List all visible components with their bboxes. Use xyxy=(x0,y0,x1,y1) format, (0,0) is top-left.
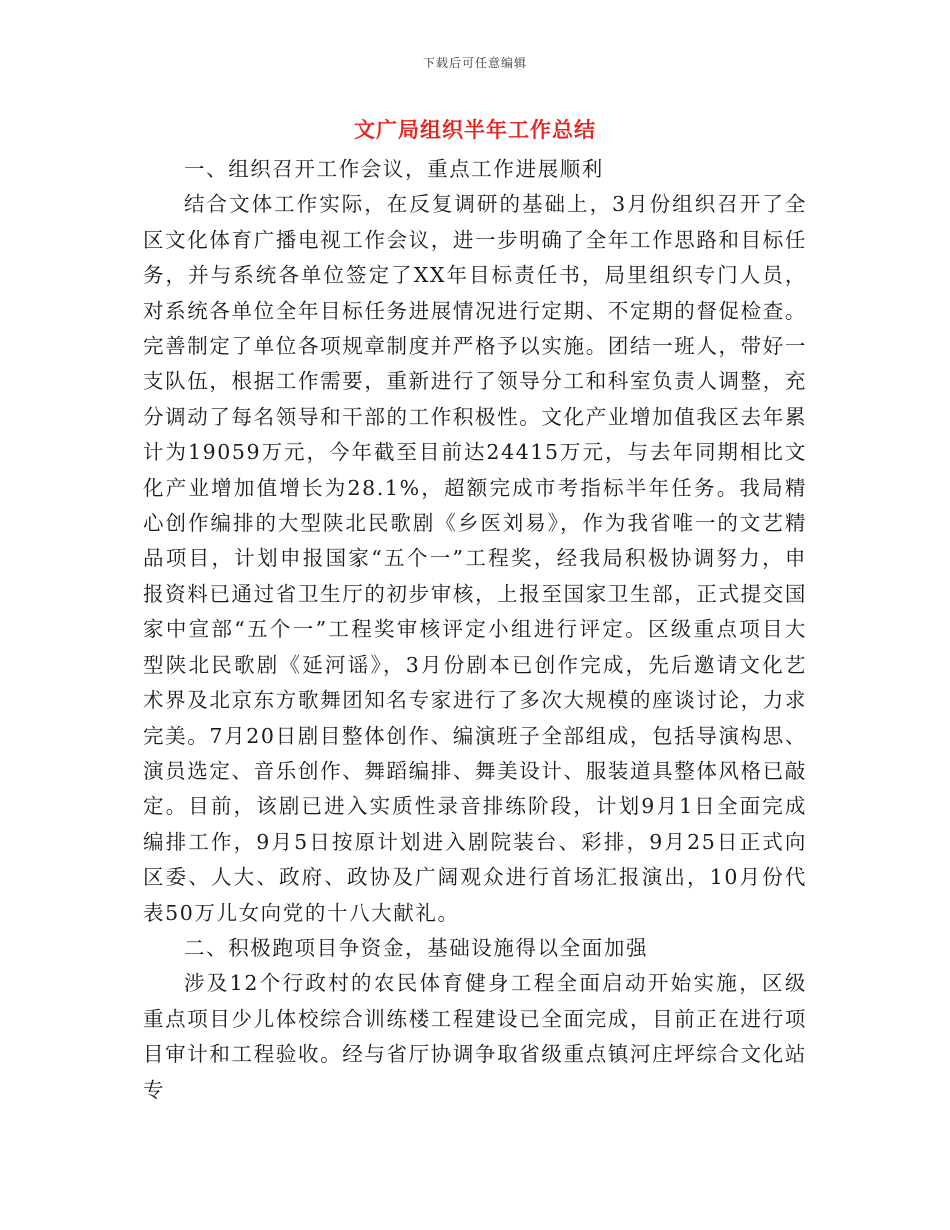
body-paragraph-1: 结合文体工作实际，在反复调研的基础上，3月份组织召开了全区文化体育广播电视工作会议，进一步明确了全年工作思路和目标任务，并与系统各单位签定了XX年目标责任书，局里组织专门人员，对系统各单位全年目标任务进展情况进行定期、不定期的督促检查。完善制定了单位各项规章制度并严格予以实施。团结一班人，带好一支队伍，根据工作需要，重新进行了领导分工和科室负责人调整，充分调动了每名领导和干部的工作积极性。文化产业增加值我区去年累计为19059万元，今年截至目前达24415万元，与去年同期相比文化产业增加值增长为28.1%，超额完成市考指标半年任务。我局精心创作编排的大型陕北民歌剧《乡医刘易》，作为我省唯一的文艺精品项目，计划申报国家“五个一”工程奖，经我局积极协调努力，申报资料已通过省卫生厅的初步审核，上报至国家卫生部，正式提交国家中宣部“五个一”工程奖审核评定小组进行评定。区级重点项目大型陕北民歌剧《延河谣》，3月份剧本已创作完成，先后邀请文化艺术界及北京东方歌舞团知名专家进行了多次大规模的座谈讨论，力求完美。7月20日剧目整体创作、编演班子全部组成，包括导演构思、演员选定、音乐创作、舞蹈编排、舞美设计、服装道具整体风格已敲定。目前，该剧已进入实质性录音排练阶段，计划9月1日全面完成编排工作，9月5日按原计划进入剧院装台、彩排，9月25日正式向区委、人大、政府、政协及广阔观众进行首场汇报演出，10月份代表50万儿女向党的十八大献礼。 xyxy=(143,192,807,925)
body-paragraph-2: 涉及12个行政村的农民体育健身工程全面启动开始实施，区级重点项目少儿体校综合训练楼工程建设已全面完成，目前正在进行项目审计和工程验收。经与省厅协调争取省级重点镇河庄坪综合文化站专 xyxy=(143,971,807,1102)
document-title: 文广局组织半年工作总结 xyxy=(354,117,596,142)
header-note: 下载后可任意编辑 xyxy=(422,56,527,70)
section-heading-1: 一、组织召开工作会议，重点工作进展顺利 xyxy=(184,157,604,181)
section-heading-2: 二、积极跑项目争资金，基础设施得以全面加强 xyxy=(184,935,649,960)
document-body xyxy=(143,152,807,1108)
